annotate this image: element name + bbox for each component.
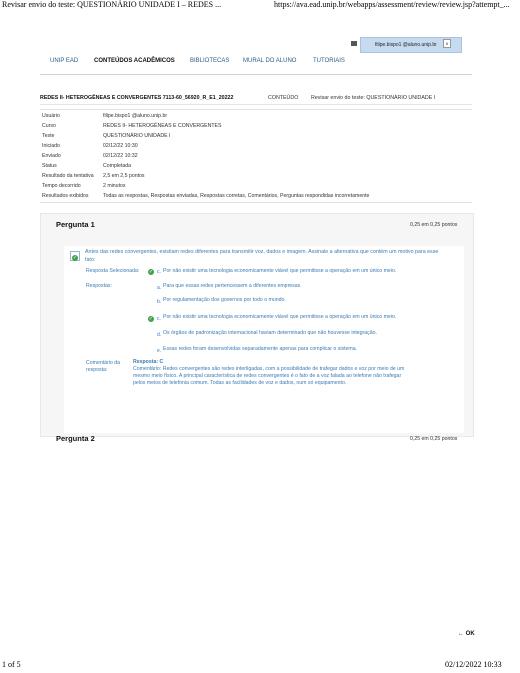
answer-c-letter: c.: [157, 316, 161, 322]
info-value: 2,5 em 2,5 pontos: [103, 173, 145, 179]
answer-c-correct-icon: ✓: [148, 316, 154, 322]
user-menu[interactable]: [360, 37, 462, 53]
comment-label-line-1: Comentário da: [86, 360, 121, 366]
answer-a-letter: a.: [157, 285, 162, 291]
info-value: Completada: [103, 163, 131, 169]
answers-label: Respostas:: [86, 283, 112, 289]
info-row-tempo: [40, 182, 472, 191]
user-email: filipe.bispo1 @aluno.unip.br: [375, 42, 437, 48]
question-2-header: [40, 428, 472, 448]
print-header-url: https://ava.ead.unip.br/webapps/assessment/review/review.jsp?attempt_...: [274, 0, 510, 9]
info-key: Status: [42, 163, 57, 169]
nav-conteudos-academicos[interactable]: CONTEÚDOS ACADÊMICOS: [94, 58, 175, 64]
breadcrumb-page: Revisar envio do teste: QUESTIONÁRIO UNIDADE I: [311, 95, 436, 101]
answer-d-text: Os órgãos de padronização internacional haviam determinado que não houvesse integração.: [163, 330, 377, 336]
info-value: 2 minutos: [103, 183, 126, 189]
nav-divider: [40, 74, 472, 75]
nav-unip-ead[interactable]: UNIP EAD: [50, 58, 79, 64]
info-row-usuario: [40, 112, 472, 121]
ok-button[interactable]: ← OK: [458, 631, 475, 637]
comment-line-2: mesmo meio físico. A principal característica de redes convergentes é o fato de a voz falada ao telefone não trafegar: [133, 373, 402, 379]
nav-bibliotecas[interactable]: BIBLIOTECAS: [190, 58, 230, 64]
info-key: Tempo decorrido: [42, 183, 81, 189]
info-row-enviado: [40, 152, 472, 161]
info-value: 02/12/22 10:30: [103, 143, 138, 149]
question-2-points: 0,25 em 0,25 pontos: [410, 436, 458, 442]
question-2-title: Pergunta 2: [56, 434, 95, 443]
info-value: REDES II- HETEROGÊNEAS E CONVERGENTES: [103, 123, 222, 129]
question-1-title: Pergunta 1: [56, 220, 95, 229]
info-row-iniciado: [40, 142, 472, 151]
info-key: Resultado da tentativa: [42, 173, 94, 179]
print-footer-page: 1 of 5: [2, 660, 21, 669]
user-badge: 6: [443, 39, 451, 48]
selected-correct-icon: ✓: [148, 269, 154, 275]
breadcrumb-divider: [40, 104, 472, 105]
comment-label-line-2: resposta:: [86, 367, 108, 373]
info-value: Todas as respostas, Respostas enviadas, Respostas corretas, Comentários, Perguntas respondidas incorretamente: [103, 193, 370, 199]
answer-b-letter: b.: [157, 299, 162, 305]
info-key: Teste: [42, 133, 55, 139]
question-1-body: [64, 246, 464, 433]
info-key: Resultados exibidos: [42, 193, 89, 199]
info-value: filipe.bispo1 @aluno.unip.br: [103, 113, 168, 119]
info-key: Usuário: [42, 113, 60, 119]
answer-a-text: Para que essas redes pertencessem a diferentes empresas.: [163, 283, 302, 289]
info-key: Curso: [42, 123, 56, 129]
notification-icon[interactable]: [351, 41, 357, 46]
info-row-status: [40, 162, 472, 171]
answer-b-text: Por regulamentação dos governos por todo o mundo.: [163, 297, 286, 303]
selected-letter: c.: [157, 269, 161, 275]
nav-tutoriais[interactable]: TUTORIAIS: [313, 58, 345, 64]
info-row-curso: [40, 122, 472, 131]
comment-line-1: Comentário: Redes convergentes são redes interligadas, com a possibilidade de trafegar dados e voz por meio de um: [133, 366, 405, 372]
answer-c-text: Por não existir uma tecnologia economicamente viável que permitisse a operação em um único meio.: [163, 314, 397, 320]
answer-e-letter: e.: [157, 348, 162, 354]
nav-mural-do-aluno[interactable]: MURAL DO ALUNO: [243, 58, 297, 64]
breadcrumb-course[interactable]: REDES II- HETEROGÊNEAS E CONVERGENTES 7113-60_56920_R_E1_20222: [40, 95, 234, 101]
selected-answer-label: Resposta Selecionada:: [86, 268, 140, 274]
info-key: Enviado: [42, 153, 61, 159]
comment-line-3: pelos meios de telefonia comum. Todas as facilidades de voz e dados, num só equipamento.: [133, 380, 347, 386]
selected-answer-text: Por não existir uma tecnologia economicamente viável que permitisse a operação em um único meio.: [163, 268, 397, 274]
question-1-text: Antes das redes convergentes, existiam redes diferentes para transmitir voz, dados e imagem. Assinale a alternativa que contém um motivo para esse fato:: [85, 249, 439, 263]
print-header-title: Revisar envio do teste: QUESTIONÁRIO UNIDADE I – REDES ...: [2, 0, 222, 9]
info-value: 02/12/22 10:32: [103, 153, 138, 159]
question-1-points: 0,25 em 0,25 pontos: [410, 222, 458, 228]
print-footer-date: 02/12/2022 10:33: [445, 660, 502, 669]
attempt-info-table: [40, 109, 472, 203]
info-row-resultado: [40, 172, 472, 181]
breadcrumb-section[interactable]: CONTEÚDO: [268, 95, 299, 101]
info-key: Iniciado: [42, 143, 60, 149]
answer-e-text: Essas redes foram desenvolvidas separadamente apenas para complicar o sistema.: [163, 346, 358, 352]
answer-d-letter: d.: [157, 332, 162, 338]
info-row-resultados-exibidos: [40, 192, 472, 201]
comment-answer: Resposta: C: [133, 359, 164, 365]
correct-check-icon: ✓: [72, 255, 78, 261]
info-row-teste: [40, 132, 472, 141]
info-value: QUESTIONÁRIO UNIDADE I: [103, 133, 171, 139]
